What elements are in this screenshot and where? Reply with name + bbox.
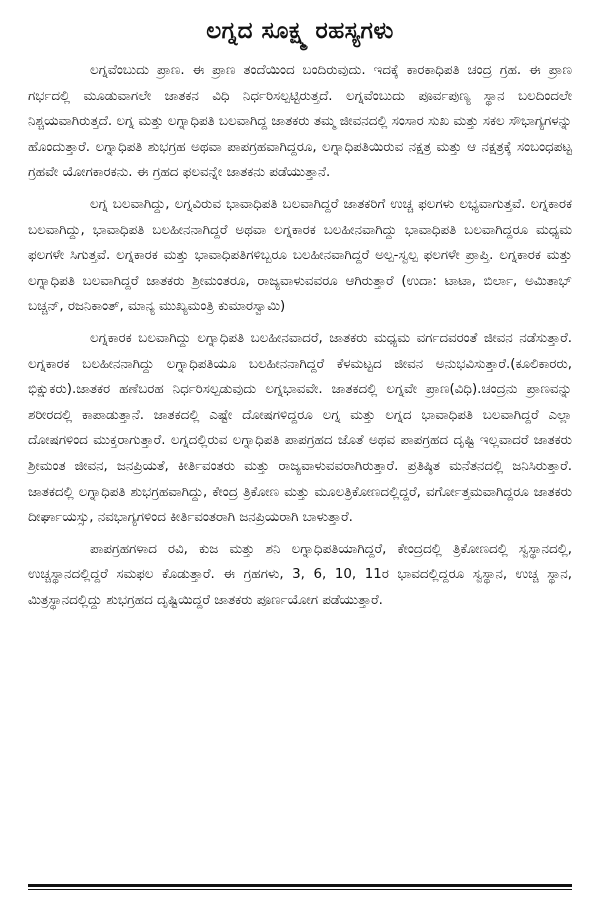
footer-rule-thin [28, 889, 572, 890]
paragraph: ಲಗ್ನ ಬಲವಾಗಿದ್ದು, ಲಗ್ನವಿರುವ ಭಾವಾಧಿಪತಿ ಬಲವಾಗಿದ್ದರೆ ಜಾತಕರಿಗೆ ಉಚ್ಚ ಫಲಗಳು ಲಭ್ಯವಾಗುತ್ತವೆ. ಲಗ್ನಕಾರಕ ಬಲವಾಗಿದ್ದು, ಭಾವಾಧಿಪತಿ ಬಲಹೀನನಾಗಿದ್ದರೆ ಅಥವಾ ಲಗ್ನಕಾರಕ ಬಲಹೀನವಾಗಿದ್ದು ಭಾವಾಧಿಪತಿ ಬಲವಾಗಿದ್ದರೂ ಮಧ್ಯಮ ಫಲಗಳೇ ಸಿಗುತ್ತವೆ. ಲಗ್ನಕಾರಕ ಮತ್ತು ಭಾವಾಧಿಪತಿಗಳಿಬ್ಬರೂ ಬಲಹೀನವಾಗಿದ್ದರೆ ಅಲ್ಪ-ಸ್ವಲ್ಪ ಫಲಗಳೇ ಪ್ರಾಪ್ತಿ. ಲಗ್ನಕಾರಕ ಮತ್ತು ಲಗ್ನಾಧಿಪತಿ ಬಲವಾಗಿದ್ದರೆ ಜಾತಕರು ಶ್ರೀಮಂತರೂ, ರಾಜ್ಯವಾಳುವವರೂ ಆಗಿರುತ್ತಾರೆ (ಉದಾ: ಟಾಟಾ, ಬಿರ್ಲಾ, ಅಮಿತಾಭ್ ಬಚ್ಚನ್, ರಜನಿಕಾಂತ್, ಮಾನ್ಯ ಮುಖ್ಯಮಂತ್ರಿ ಕುಮಾರಸ್ವಾಮಿ) [28, 196, 572, 315]
paragraph: ಲಗ್ನಕಾರಕ ಬಲವಾಗಿದ್ದು ಲಗ್ನಾಧಿಪತಿ ಬಲಹೀನವಾದರೆ, ಜಾತಕರು ಮಧ್ಯಮ ವರ್ಗದವರಂತೆ ಜೀವನ ನಡೆಸುತ್ತಾರೆ. ಲಗ್ನಕಾರಕ ಬಲಹೀನನಾಗಿದ್ದು ಲಗ್ನಾಧಿಪತಿಯೂ ಬಲಹೀನನಾಗಿದ್ದರೆ ಕೆಳಮಟ್ಟದ ಜೀವನ ಅನುಭವಿಸುತ್ತಾರೆ.(ಕೂಲಿಕಾರರು, ಭಿಕ್ಷುಕರು).ಜಾತಕರ ಹಣೆಬರಹ ನಿರ್ಧರಿಸಲ್ಪಡುವುದು ಲಗ್ನಭಾವವೇ. ಜಾತಕದಲ್ಲಿ ಲಗ್ನವೇ ಪ್ರಾಣ(ವಿಧಿ).ಚಂದ್ರನು ಪ್ರಾಣವನ್ನು ಶರೀರದಲ್ಲಿ ಕಾಪಾಡುತ್ತಾನೆ. ಜಾತಕದಲ್ಲಿ ಎಷ್ಟೇ ದೋಷಗಳಿದ್ದರೂ ಲಗ್ನ ಮತ್ತು ಲಗ್ನದ ಭಾವಾಧಿಪತಿ ಬಲವಾಗಿದ್ದರೆ ಎಲ್ಲಾ ದೋಷಗಳಿಂದ ಮುಕ್ತರಾಗುತ್ತಾರೆ. ಲಗ್ನದಲ್ಲಿರುವ ಲಗ್ನಾಧಿಪತಿ ಪಾಪಗ್ರಹದ ಜೊತೆ ಅಥವ ಪಾಪಗ್ರಹದ ದೃಷ್ಟಿ ಇಲ್ಲವಾದರೆ ಜಾತಕರು ಶ್ರೀಮಂತ ಜೀವನ, ಜನಪ್ರಿಯತೆ, ಕೀರ್ತಿವಂತರು ಮತ್ತು ರಾಜ್ಯವಾಳುವವರಾಗಿರುತ್ತಾರೆ. ಪ್ರತಿಷ್ಠಿತ ಮನೆತನದಲ್ಲಿ ಜನಿಸಿರುತ್ತಾರೆ. ಜಾತಕದಲ್ಲಿ ಲಗ್ನಾಧಿಪತಿ ಶುಭಗ್ರಹವಾಗಿದ್ದು, ಕೇಂದ್ರ ತ್ರಿಕೋಣ ಮತ್ತು ಮೂಲತ್ರಿಕೋಣದಲ್ಲಿದ್ದರೆ, ವರ್ಗೋತ್ತಮವಾಗಿದ್ದರೂ ಜಾತಕರು ದೀರ್ಘಾಯಸ್ಸು, ನವಭಾಗ್ಯಗಳಿಂದ ಕೀರ್ತಿವಂತರಾಗಿ ಜನಪ್ರಿಯರಾಗಿ ಬಾಳುತ್ತಾರೆ. [28, 330, 572, 526]
footer-rule-thick [28, 884, 572, 887]
page-title: ಲಗ್ನದ ಸೂಕ್ಷ್ಮ ರಹಸ್ಯಗಳು [206, 18, 394, 44]
paragraph: ಪಾಪಗ್ರಹಗಳಾದ ರವಿ, ಕುಜ ಮತ್ತು ಶನಿ ಲಗ್ನಾಧಿಪತಿಯಾಗಿದ್ದರೆ, ಕೇಂದ್ರದಲ್ಲಿ ತ್ರಿಕೋಣದಲ್ಲಿ ಸ್ವಸ್ಥಾನದಲ್ಲಿ, ಉಚ್ಚಸ್ಥಾನದಲ್ಲಿದ್ದರೆ ಸಮಫಲ ಕೊಡುತ್ತಾರೆ. ಈ ಗ್ರಹಗಳು, 3, 6, 10, 11ರ ಭಾವದಲ್ಲಿದ್ದರೂ ಸ್ವಸ್ಥಾನ, ಉಚ್ಚ ಸ್ಥಾನ, ಮಿತ್ರಸ್ಥಾನದಲ್ಲಿದ್ದು ಶುಭಗ್ರಹದ ದೃಷ್ಟಿಯಿದ್ದರೆ ಜಾತಕರು ಪೂರ್ಣಯೋಗ ಪಡೆಯುತ್ತಾರೆ. [28, 541, 572, 608]
paragraph: ಲಗ್ನವೆಂಬುದು ಪ್ರಾಣ. ಈ ಪ್ರಾಣ ತಂದೆಯಿಂದ ಬಂದಿರುವುದು. ಇದಕ್ಕೆ ಕಾರಕಾಧಿಪತಿ ಚಂದ್ರ ಗ್ರಹ. ಈ ಪ್ರಾಣ ಗರ್ಭದಲ್ಲಿ ಮೂಡುವಾಗಲೇ ಜಾತಕನ ವಿಧಿ ನಿರ್ಧರಿಸಲ್ಪಟ್ಟಿರುತ್ತದೆ. ಲಗ್ನವೆಂಬುದು ಪೂರ್ವಪುಣ್ಯ ಸ್ಥಾನ ಬಲದಿಂದಲೇ ನಿಶ್ಚಯವಾಗಿರುತ್ತದೆ. ಲಗ್ನ ಮತ್ತು ಲಗ್ನಾಧಿಪತಿ ಬಲವಾಗಿದ್ದ ಜಾತಕರು ತಮ್ಮ ಜೀವನದಲ್ಲಿ ಸಂಸಾರ ಸುಖ ಮತ್ತು ಸಕಲ ಸೌಭಾಗ್ಯಗಳನ್ನು ಹೊಂದುತ್ತಾರೆ. ಲಗ್ನಾಧಿಪತಿ ಶುಭಗ್ರಹ ಅಥವಾ ಪಾಪಗ್ರಹವಾಗಿದ್ದರೂ, ಲಗ್ನಾಧಿಪತಿಯಿರುವ ನಕ್ಷತ್ರ ಮತ್ತು ಆ ನಕ್ಷತ್ರಕ್ಕೆ ಸಂಬಂಧಪಟ್ಟ ಗ್ರಹವೇ ಯೋಗಕಾರಕನು. ಈ ಗ್ರಹದ ಫಲವನ್ನೇ ಜಾತಕನು ಪಡೆಯುತ್ತಾನೆ. [28, 63, 572, 181]
